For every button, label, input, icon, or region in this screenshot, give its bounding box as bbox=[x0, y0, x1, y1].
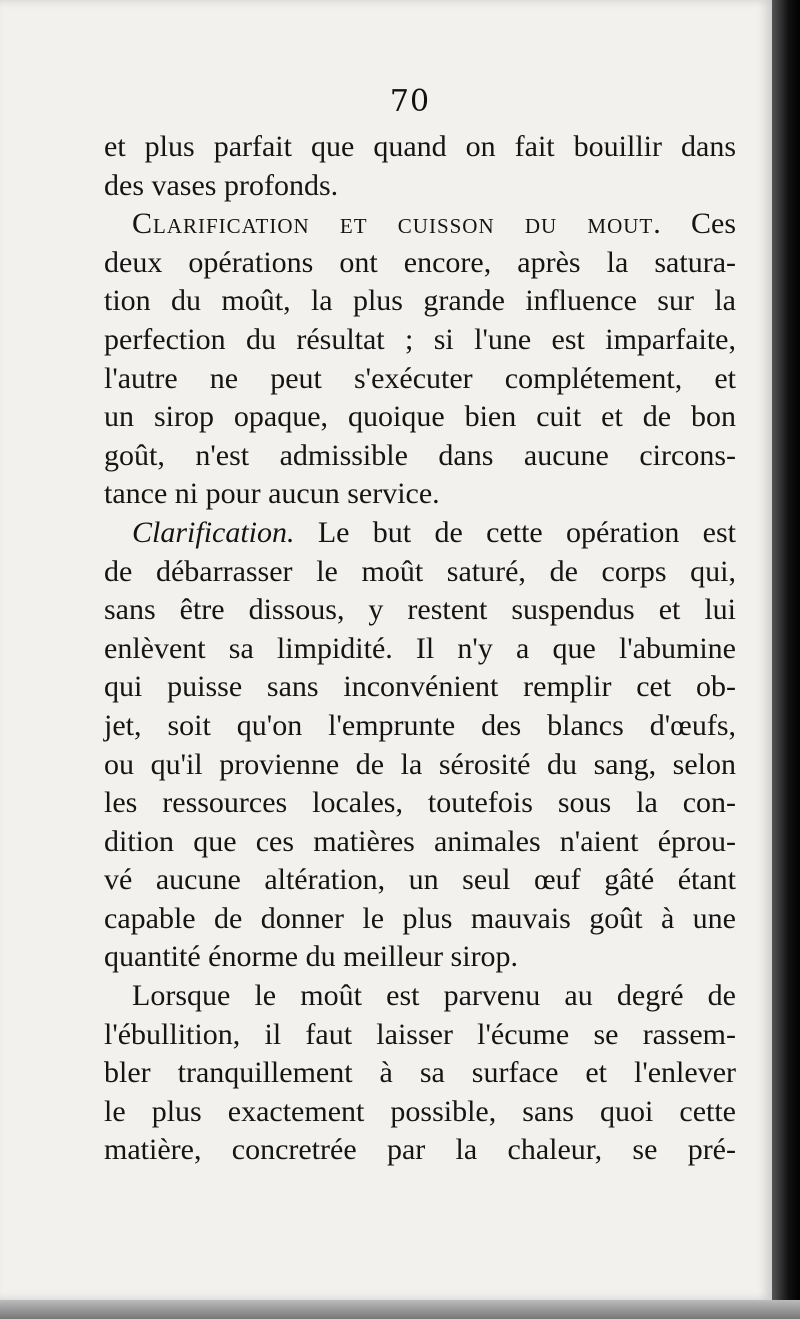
body-text bbox=[104, 128, 736, 1170]
text-line bbox=[104, 282, 736, 321]
text-line bbox=[104, 977, 736, 1016]
text-line bbox=[104, 668, 736, 707]
page-bottom-edge bbox=[0, 1300, 800, 1319]
text-line bbox=[104, 437, 736, 476]
text-line bbox=[104, 1093, 736, 1132]
line-text: Ces bbox=[661, 207, 736, 241]
line-text: matière, concretrée par la chaleur, se pré- bbox=[104, 1133, 736, 1167]
line-text: jet, soit qu'on l'emprunte des blancs d'œufs, bbox=[104, 708, 736, 742]
text-line bbox=[104, 861, 736, 900]
section-heading: Clarification et cuisson du mout. bbox=[132, 207, 662, 241]
line-text: deux opérations ont encore, après la satura- bbox=[104, 245, 736, 279]
line-text: l'autre ne peut s'exécuter complétement, et bbox=[104, 361, 736, 395]
text-line bbox=[104, 128, 736, 167]
text-line bbox=[104, 514, 736, 553]
line-text: perfection du résultat ; si l'une est imparfaite, bbox=[104, 322, 736, 356]
page-number: 70 bbox=[389, 84, 431, 119]
line-text: le plus exactement possible, sans quoi cette bbox=[104, 1094, 736, 1128]
line-text: sans être dissous, y restent suspendus et lui bbox=[104, 593, 736, 627]
line-text: un sirop opaque, quoique bien cuit et de bon bbox=[104, 400, 736, 434]
text-line bbox=[104, 900, 736, 939]
line-text: qui puisse sans inconvénient remplir cet ob- bbox=[104, 670, 736, 704]
line-text: de débarrasser le moût saturé, de corps qui, bbox=[104, 554, 736, 588]
text-line bbox=[104, 553, 736, 592]
text-line bbox=[104, 244, 736, 283]
line-text: goût, n'est admissible dans aucune circons- bbox=[104, 438, 736, 472]
line-text: capable de donner le plus mauvais goût à une bbox=[104, 901, 736, 935]
text-line bbox=[104, 707, 736, 746]
line-text: enlèvent sa limpidité. Il n'y a que l'abumine bbox=[104, 631, 736, 665]
text-line bbox=[104, 398, 736, 437]
text-line bbox=[104, 938, 736, 977]
text-line bbox=[104, 1131, 736, 1170]
line-text: Le but de cette opération est bbox=[294, 515, 736, 549]
text-line bbox=[104, 205, 736, 244]
text-line bbox=[104, 475, 736, 514]
line-text: des vases profonds. bbox=[104, 168, 339, 202]
text-line bbox=[104, 321, 736, 360]
text-line bbox=[104, 1054, 736, 1093]
line-text: tance ni pour aucun service. bbox=[104, 477, 440, 511]
subsection-heading: Clarification. bbox=[132, 515, 295, 549]
line-text: tion du moût, la plus grande influence sur la bbox=[104, 284, 736, 318]
text-line bbox=[104, 591, 736, 630]
text-line bbox=[104, 360, 736, 399]
line-text: les ressources locales, toutefois sous la con- bbox=[104, 786, 736, 820]
text-line bbox=[104, 746, 736, 785]
line-text: Lorsque le moût est parvenu au degré de bbox=[132, 979, 736, 1013]
text-line bbox=[104, 1016, 736, 1055]
page-edge-shadow bbox=[772, 0, 800, 1319]
line-text: vé aucune altération, un seul œuf gâté étant bbox=[104, 863, 736, 897]
text-line bbox=[104, 630, 736, 669]
line-text: dition que ces matières animales n'aient éprou- bbox=[104, 824, 736, 858]
text-line bbox=[104, 167, 736, 206]
line-text: ou qu'il provienne de la sérosité du sang, selon bbox=[104, 747, 736, 781]
line-text: bler tranquillement à sa surface et l'enlever bbox=[104, 1056, 736, 1090]
text-line bbox=[104, 784, 736, 823]
line-text: et plus parfait que quand on fait bouillir dans bbox=[104, 130, 736, 163]
line-text: quantité énorme du meilleur sirop. bbox=[104, 940, 519, 974]
line-text: l'ébullition, il faut laisser l'écume se rassem- bbox=[104, 1017, 736, 1051]
text-line bbox=[104, 823, 736, 862]
